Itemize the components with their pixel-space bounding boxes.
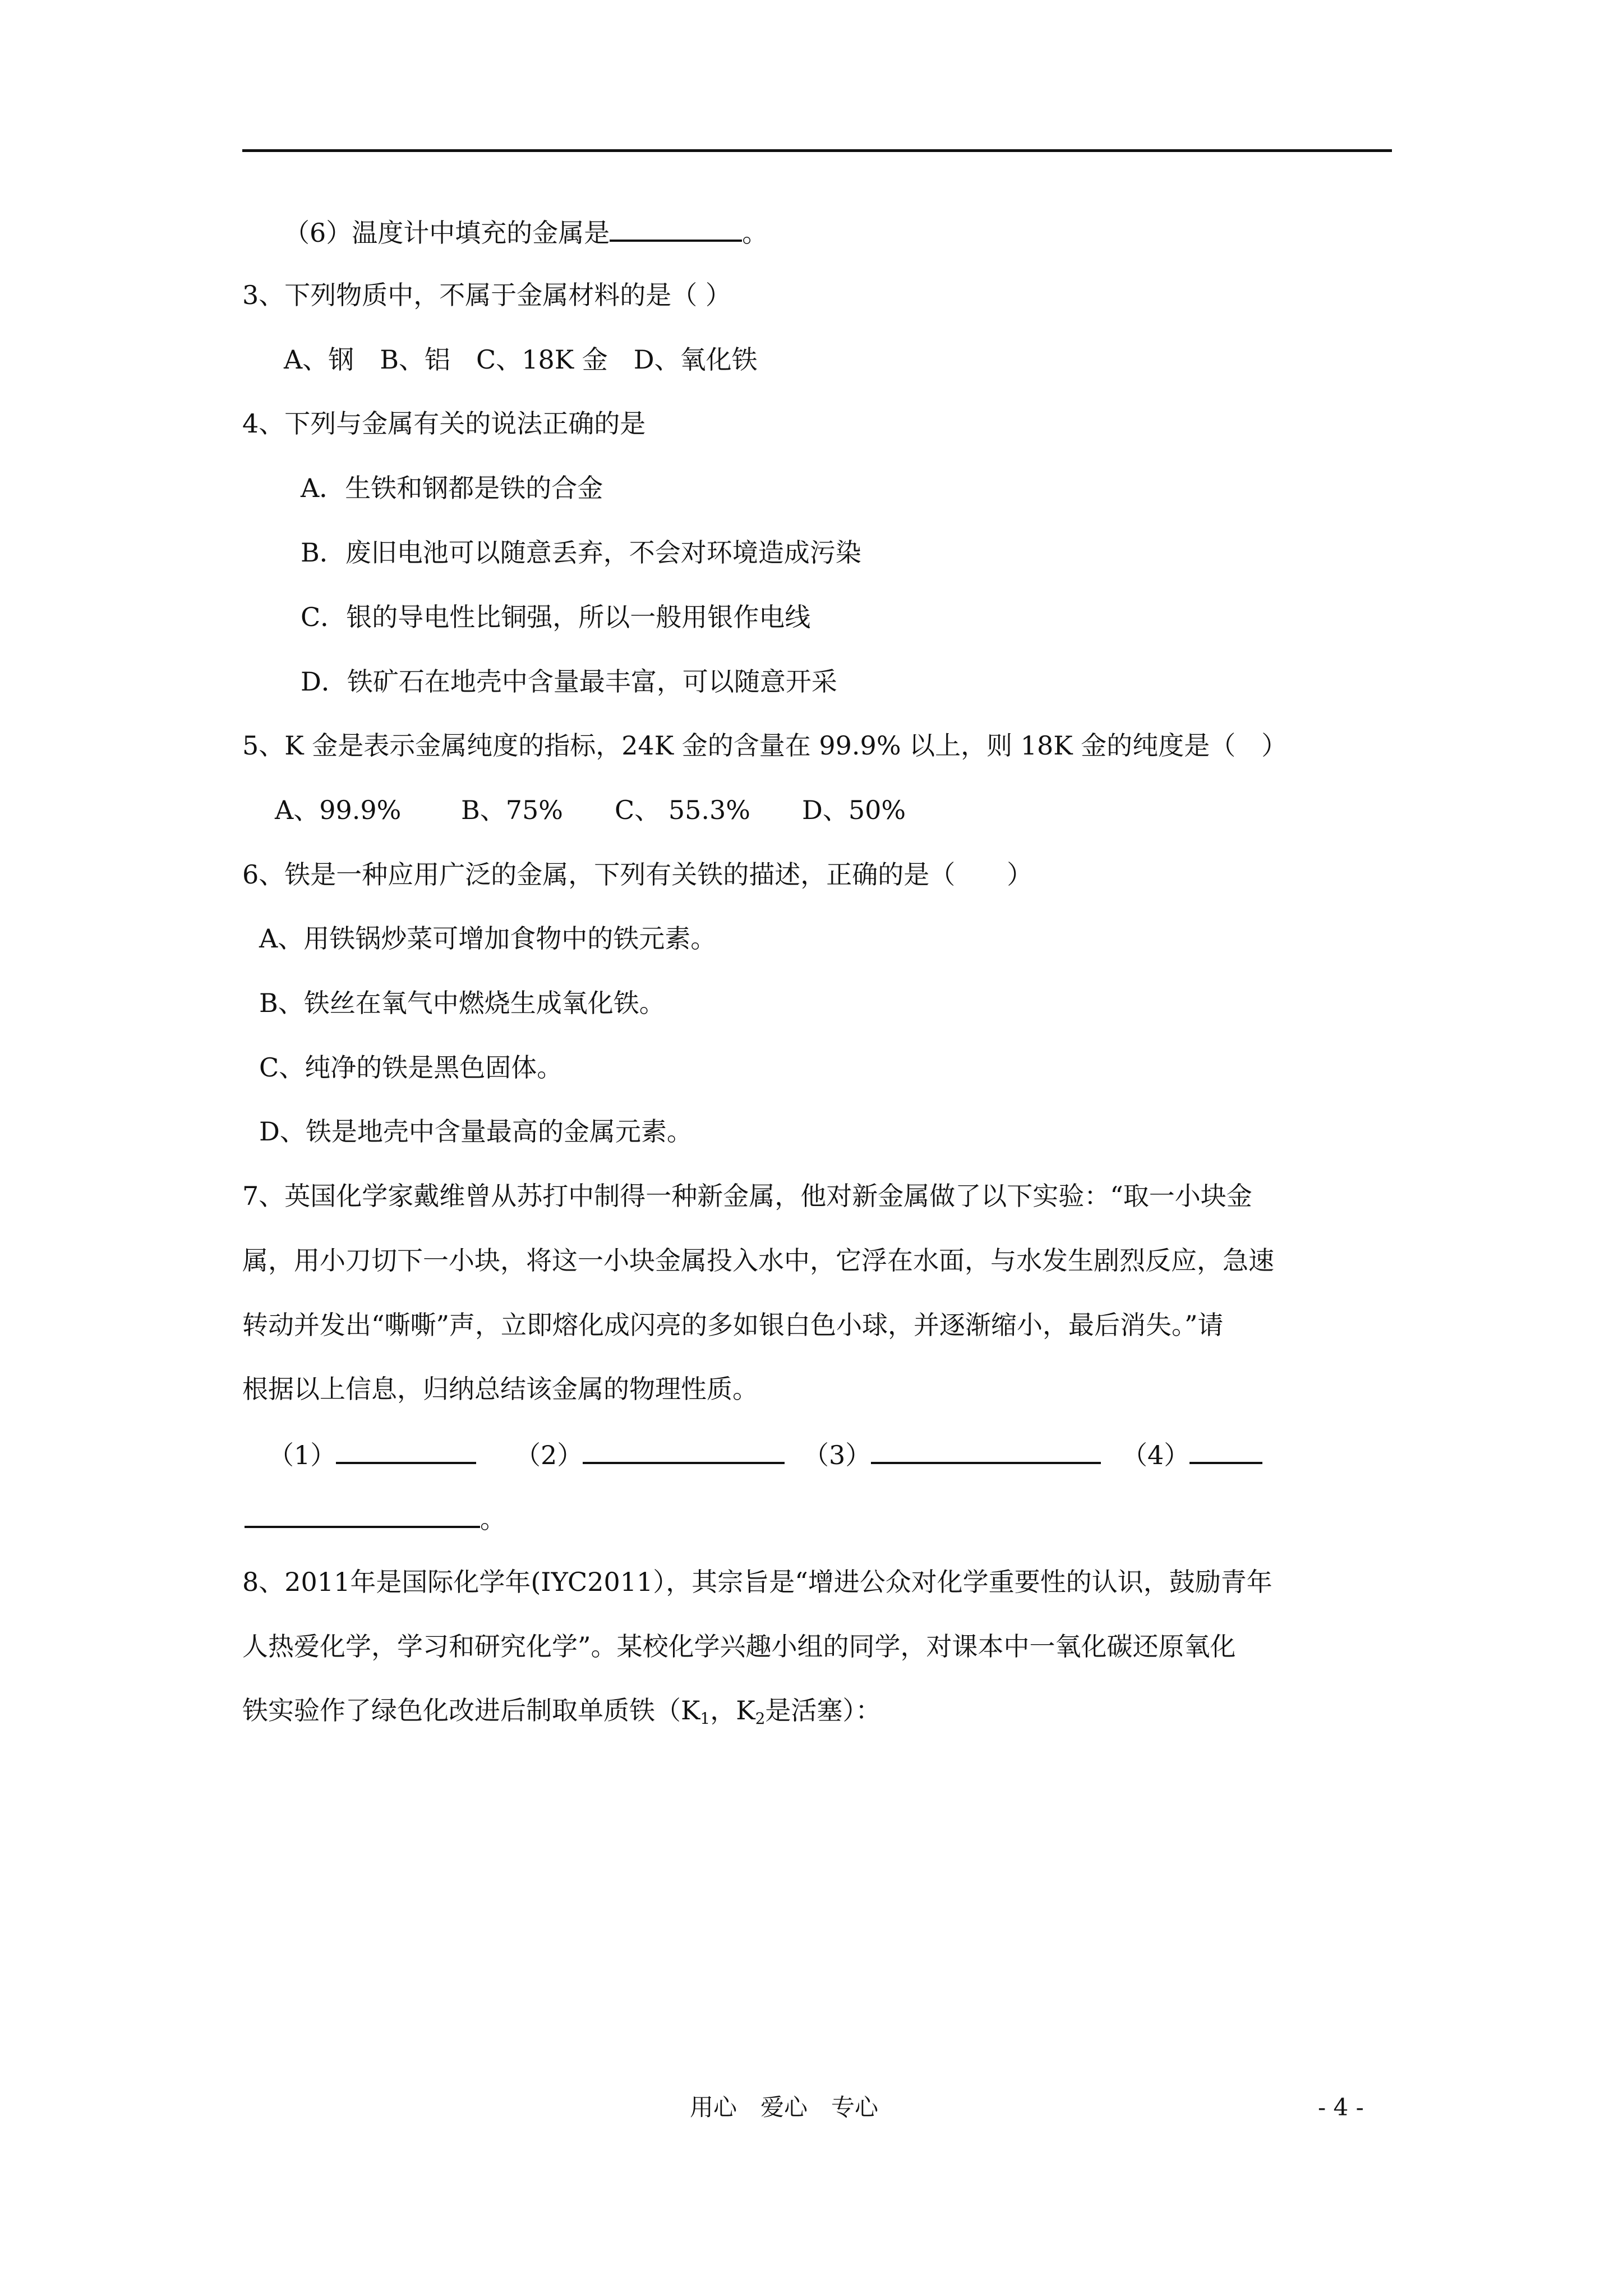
question-7-blank-4-continued xyxy=(245,1501,506,1535)
text-segment: 是活塞）： xyxy=(765,1695,882,1726)
question-4-option-a: A．生铁和钢都是铁的合金 xyxy=(301,473,603,503)
punctuation: 。 xyxy=(742,218,768,248)
question-6-option-a: A、用铁锅炒菜可增加食物中的铁元素。 xyxy=(259,923,717,954)
question-7-line-2: 属，用小刀切下一小块，将这一小块金属投入水中，它浮在水面，与水发生剧烈反应，急速 xyxy=(242,1245,1274,1276)
question-8-line-3 xyxy=(242,1694,881,1735)
question-7-line-3: 转动并发出“嘶嘶”声，立即熔化成闪亮的多如银白色小球，并逐渐缩小，最后消失。”请 xyxy=(242,1310,1224,1340)
blank-label: （3） xyxy=(803,1440,872,1470)
question-2-6 xyxy=(284,215,768,249)
question-3-options: A、钢 B、铝 C、18K 金 D、氧化铁 xyxy=(284,344,758,375)
text-segment: ，K xyxy=(710,1695,755,1726)
question-7-blank-1 xyxy=(268,1437,476,1471)
question-4-stem: 4、下列与金属有关的说法正确的是 xyxy=(242,408,646,439)
answer-blank[interactable] xyxy=(1189,1437,1262,1464)
answer-blank[interactable] xyxy=(871,1437,1101,1464)
question-4-option-b: B．废旧电池可以随意丢弃，不会对环境造成污染 xyxy=(301,537,861,568)
text-segment: 铁实验作了绿色化改进后制取单质铁（K xyxy=(242,1695,700,1726)
question-text: （6）温度计中填充的金属是 xyxy=(284,218,610,248)
punctuation: 。 xyxy=(480,1504,506,1534)
answer-blank[interactable] xyxy=(245,1501,480,1528)
answer-blank[interactable] xyxy=(583,1437,785,1464)
question-6-option-d: D、铁是地壳中含量最高的金属元素。 xyxy=(259,1116,693,1147)
question-7-line-4: 根据以上信息，归纳总结该金属的物理性质。 xyxy=(242,1374,758,1404)
question-7-blank-3 xyxy=(803,1437,1101,1471)
page-number: - 4 - xyxy=(1318,2093,1364,2121)
question-6-stem: 6、铁是一种应用广泛的金属，下列有关铁的描述，正确的是（ ） xyxy=(242,859,1033,890)
question-4-option-d: D．铁矿石在地壳中含量最丰富，可以随意开采 xyxy=(301,666,837,697)
question-4-option-c: C．银的导电性比铜强，所以一般用银作电线 xyxy=(301,602,811,632)
question-7-blank-4 xyxy=(1122,1437,1262,1471)
question-3-stem: 3、下列物质中，不属于金属材料的是（ ） xyxy=(242,280,731,310)
question-7-line-1: 7、英国化学家戴维曾从苏打中制得一种新金属，他对新金属做了以下实验：“取一小块金 xyxy=(242,1181,1252,1211)
blank-label: （1） xyxy=(268,1440,336,1470)
answer-blank[interactable] xyxy=(610,215,742,242)
subscript: 1 xyxy=(700,1709,711,1728)
subscript: 2 xyxy=(755,1709,766,1728)
question-8-line-2: 人热爱化学，学习和研究化学”。某校化学兴趣小组的同学，对课本中一氧化碳还原氧化 xyxy=(242,1631,1236,1662)
footer-slogan: 用心 爱心 专心 xyxy=(690,2093,879,2121)
question-5-options: A、99.9% B、75% C、 55.3% D、50% xyxy=(275,795,906,825)
header-rule xyxy=(242,149,1392,152)
blank-label: （4） xyxy=(1122,1440,1190,1470)
blank-label: （2） xyxy=(515,1440,583,1470)
question-5-stem: 5、K 金是表示金属纯度的指标，24K 金的含量在 99.9% 以上，则 18K 金的纯度是（ ） xyxy=(242,730,1288,761)
question-7-blank-2 xyxy=(515,1437,785,1471)
answer-blank[interactable] xyxy=(336,1437,476,1464)
question-6-option-c: C、纯净的铁是黑色固体。 xyxy=(259,1052,563,1083)
question-6-option-b: B、铁丝在氧气中燃烧生成氧化铁。 xyxy=(259,988,665,1018)
question-8-line-1: 8、2011年是国际化学年(IYC2011），其宗旨是“增进公众对化学重要性的认识，鼓励青年 xyxy=(242,1567,1272,1597)
